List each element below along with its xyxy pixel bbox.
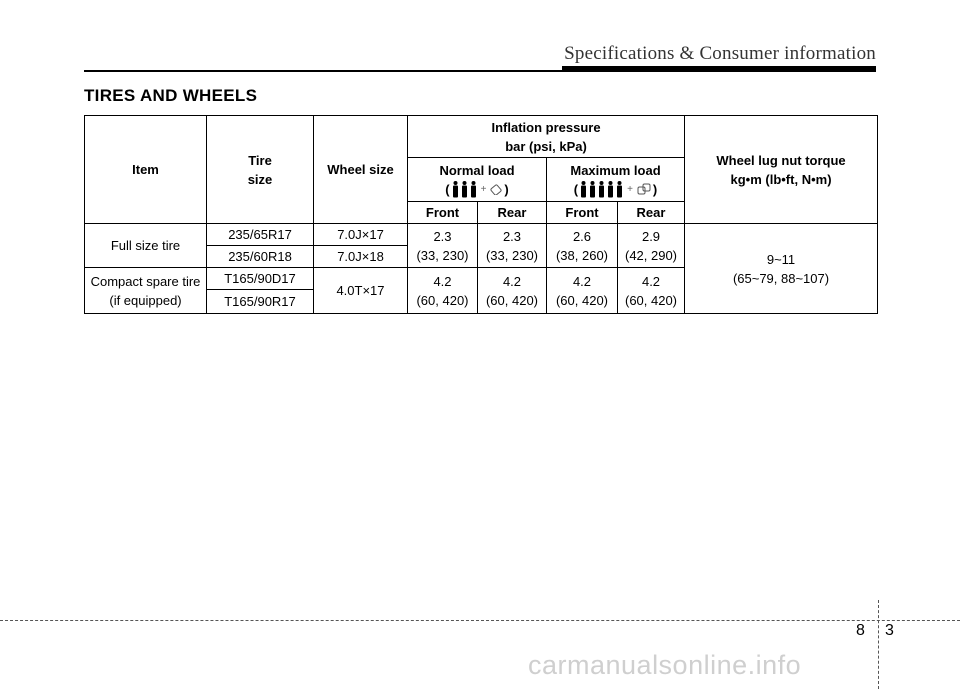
page-header-title: Specifications & Consumer information — [564, 43, 876, 64]
header-max-front: Front — [547, 202, 618, 224]
spare-wheel-size: 4.0T×17 — [314, 268, 408, 314]
header-maximum-load — [547, 158, 685, 202]
page-number: 3 — [885, 622, 894, 639]
spare-normal-front-psi: (60, 420) — [416, 292, 469, 308]
plus-sign: + — [627, 183, 633, 195]
full-normal-front — [408, 224, 478, 268]
full-max-rear-bar: 2.9 — [641, 228, 661, 244]
header-torque — [685, 116, 878, 224]
header-max-rear: Rear — [618, 202, 685, 224]
full-max-front-bar: 2.6 — [572, 228, 592, 244]
full-max-rear-psi: (42, 290) — [624, 247, 678, 263]
full-size-tire-label: Full size tire — [85, 224, 207, 268]
torque-kgm: 9~11 — [766, 251, 796, 267]
close-paren: ) — [504, 181, 509, 197]
torque-lbft-nm: (65~79, 88~107) — [732, 270, 830, 286]
maximum-load-icons — [574, 180, 658, 199]
spare-normal-rear-psi: (60, 420) — [485, 292, 539, 308]
normal-load-label: Normal load — [439, 162, 515, 178]
person-icon — [452, 181, 459, 198]
person-icon — [470, 181, 477, 198]
spare-max-rear — [618, 268, 685, 314]
spare-max-front-bar: 4.2 — [572, 273, 592, 289]
spare-normal-front — [408, 268, 478, 314]
header-normal-rear: Rear — [478, 202, 547, 224]
spare-max-rear-bar: 4.2 — [641, 273, 661, 289]
compact-spare-line1: Compact spare tire — [90, 273, 201, 289]
header-torque-line2: kg•m (lb•ft, N•m) — [730, 171, 832, 187]
lug-nut-torque-value — [685, 224, 878, 314]
full-wheel-size-1: 7.0J×17 — [314, 224, 408, 246]
spare-normal-rear — [478, 268, 547, 314]
compact-spare-label — [85, 268, 207, 314]
header-normal-front: Front — [408, 202, 478, 224]
normal-load-icons — [445, 180, 509, 199]
footer-rule — [0, 620, 960, 621]
person-icon — [598, 181, 605, 198]
person-icon — [607, 181, 614, 198]
spare-max-rear-psi: (60, 420) — [624, 292, 678, 308]
header-wheel-size: Wheel size — [314, 116, 408, 224]
luggage-icon — [490, 183, 502, 195]
plus-sign: + — [480, 183, 487, 195]
compact-spare-line2: (if equipped) — [109, 292, 182, 308]
header-rule — [84, 70, 564, 72]
header-inflation-line1: Inflation pressure — [491, 119, 601, 135]
header-tire-size — [207, 116, 314, 224]
open-paren: ( — [573, 181, 579, 197]
person-icon — [580, 181, 587, 198]
section-title: TIRES AND WHEELS — [84, 86, 258, 105]
spare-normal-front-bar: 4.2 — [433, 273, 452, 289]
spare-tire-size-1: T165/90D17 — [207, 268, 314, 290]
person-icon — [589, 181, 596, 198]
header-inflation-line2: bar (psi, kPa) — [505, 138, 587, 154]
header-inflation — [408, 116, 685, 158]
tires-wheels-table — [84, 115, 878, 314]
person-icon — [616, 181, 623, 198]
footer-divider — [878, 600, 879, 689]
spare-tire-size-2: T165/90R17 — [207, 290, 314, 314]
full-normal-front-psi: (33, 230) — [416, 247, 469, 263]
header-item: Item — [85, 116, 207, 224]
header-tire-line2: size — [247, 171, 273, 187]
full-max-front-psi: (38, 260) — [555, 247, 609, 263]
close-paren: ) — [652, 181, 658, 197]
header-tire-line1: Tire — [248, 152, 272, 168]
luggage-stack-icon — [637, 183, 651, 195]
full-tire-size-1: 235/65R17 — [207, 224, 314, 246]
full-normal-rear-psi: (33, 230) — [485, 247, 539, 263]
spare-normal-rear-bar: 4.2 — [502, 273, 522, 289]
header-bar — [562, 66, 876, 72]
watermark: carmanualsonline.info — [528, 650, 802, 680]
person-icon — [461, 181, 468, 198]
full-wheel-size-2: 7.0J×18 — [314, 246, 408, 268]
chapter-number: 8 — [856, 622, 865, 639]
spare-max-front — [547, 268, 618, 314]
full-normal-rear-bar: 2.3 — [502, 228, 522, 244]
full-normal-front-bar: 2.3 — [433, 228, 452, 244]
spare-max-front-psi: (60, 420) — [555, 292, 609, 308]
full-max-rear — [618, 224, 685, 268]
full-max-front — [547, 224, 618, 268]
maximum-load-label: Maximum load — [570, 162, 661, 178]
header-torque-line1: Wheel lug nut torque — [716, 152, 846, 168]
full-normal-rear — [478, 224, 547, 268]
full-tire-size-2: 235/60R18 — [207, 246, 314, 268]
open-paren: ( — [445, 181, 450, 197]
header-normal-load — [408, 158, 547, 202]
